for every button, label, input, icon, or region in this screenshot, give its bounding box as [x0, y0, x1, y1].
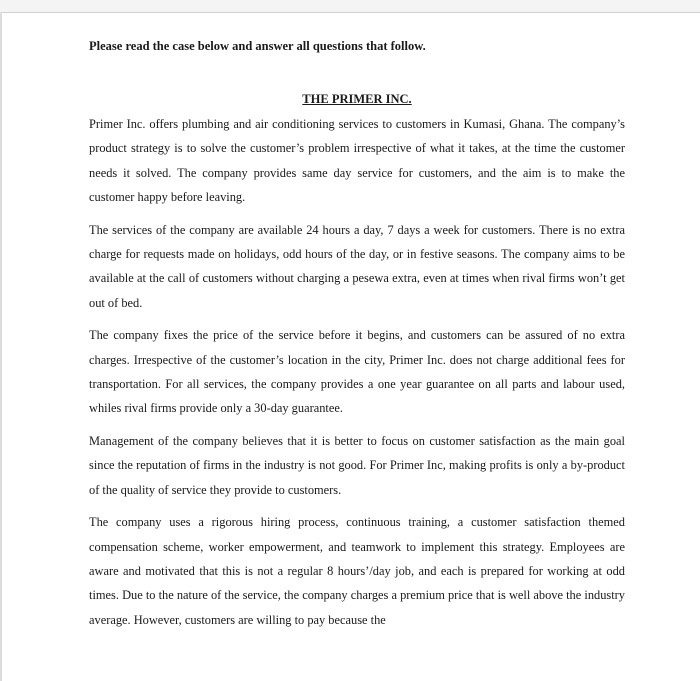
page-left-edge: [0, 12, 2, 681]
viewer-top-bar: [0, 0, 700, 13]
document-page: [89, 38, 625, 640]
paragraph-4: Management of the company believes that it is better to focus on customer satisfaction as the main goal since the reputation of firms in the industry is not good. For Primer Inc, making profits is only a by-product of the quality of service they provide to customers.: [89, 433, 625, 497]
paragraph-3: The company fixes the price of the service before it begins, and customers can be assured of no extra charges. Irrespective of the customer’s location in the city, Primer Inc. does not charge additional fees for transportation. For all services, the company provides a one year guarantee on all parts and labour used, whiles rival firms provide only a 30-day guarantee.: [89, 328, 625, 416]
instruction-text: Please read the case below and answer all questions that follow.: [89, 39, 426, 53]
paragraph-1: Primer Inc. offers plumbing and air conditioning services to customers in Kumasi, Ghana. The company’s product strategy is to solve the customer’s problem irrespective of what it takes, at the time the customer needs it solved. The company provides same day service for customers, and the aim is to make the customer happy before leaving.: [89, 117, 625, 205]
paragraph-2: The services of the company are available 24 hours a day, 7 days a week for customers. There is no extra charge for requests made on holidays, odd hours of the day, or in festive seasons. The company aims to be available at the call of customers without charging a pesewa extra, even at times when rival firms won’t get out of bed.: [89, 222, 625, 310]
case-title: THE PRIMER INC.: [302, 92, 412, 106]
paragraph-5: The company uses a rigorous hiring process, continuous training, a customer satisfaction themed compensation scheme, worker empowerment, and teamwork to implement this strategy. Employees are aware and motivated that this is not a regular 8 hours’/day job, and each is prepared for working at odd times. Due to the nature of the service, the company charges a premium price that is well above the industry average. However, customers are willing to pay because the: [89, 515, 625, 627]
